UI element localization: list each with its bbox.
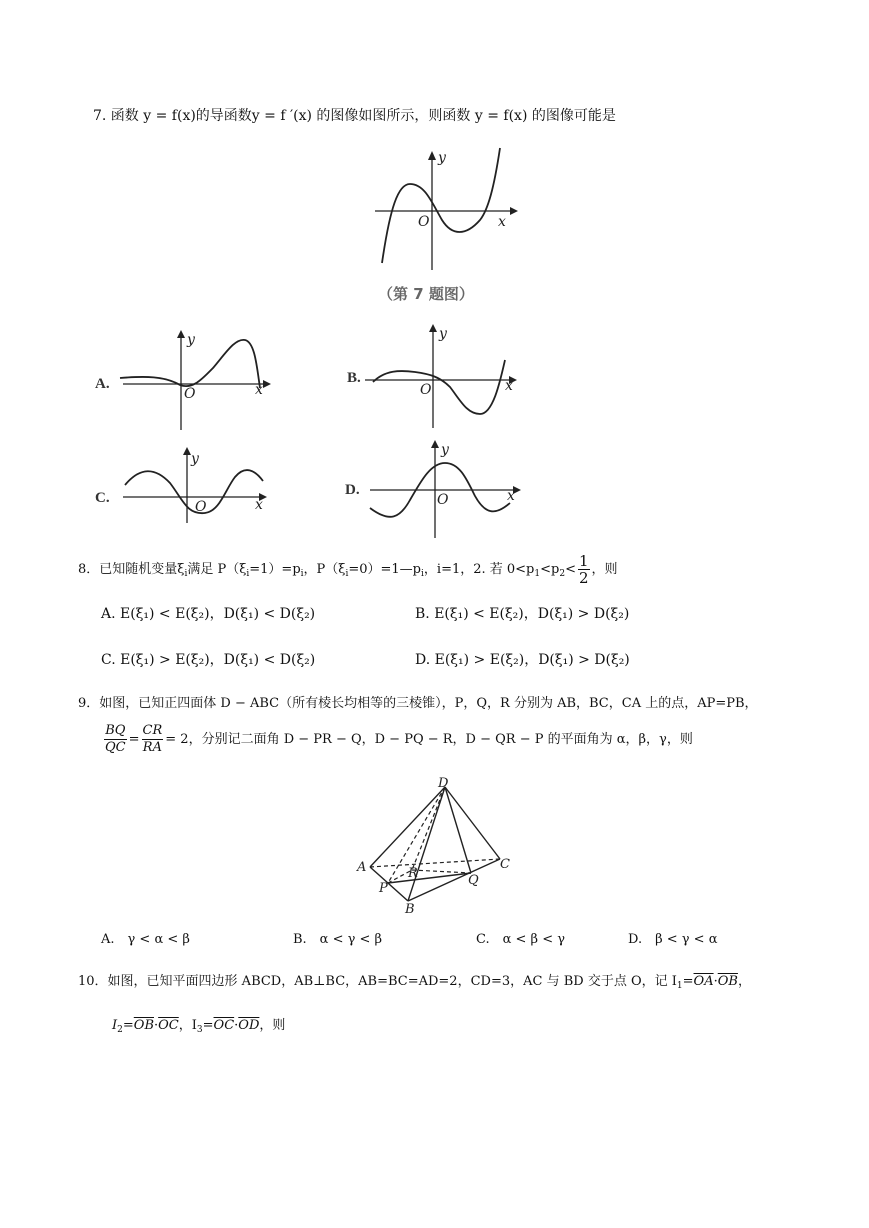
svg-text:x: x: [505, 378, 513, 394]
svg-text:O: O: [184, 386, 196, 402]
q7-origin: O: [418, 214, 430, 230]
q9-tetrahedron-figure: [350, 775, 520, 915]
q9-option-c[interactable]: C. α < β < γ: [476, 932, 565, 947]
q7-option-a-label: A.: [95, 376, 110, 392]
q7-main-graph: [370, 148, 520, 273]
svg-text:O: O: [195, 499, 207, 515]
q10-stem-line1: 10．如图，已知平面四边形 ABCD，AB⊥BC，AB=BC=AD=2，CD=3，AC 与 BD 交于点 O，记 $I_1=\overline{OA}\cdot\overline{OB}$，: [78, 974, 751, 991]
svg-text:y: y: [187, 332, 195, 348]
svg-text:P: P: [379, 881, 388, 896]
q9-option-a[interactable]: A. γ < α < β: [101, 932, 190, 947]
q9-option-b[interactable]: B. α < γ < β: [293, 932, 383, 947]
svg-text:y: y: [439, 326, 447, 342]
svg-text:C: C: [500, 857, 510, 872]
q8-option-d[interactable]: D. E(ξ₁) > E(ξ₂)，D(ξ₁) > D(ξ₂): [415, 652, 630, 668]
q8-option-b[interactable]: B. E(ξ₁) < E(ξ₂)，D(ξ₁) > D(ξ₂): [415, 606, 630, 622]
q7-option-d-label: D.: [345, 482, 360, 498]
svg-text:x: x: [255, 497, 263, 513]
svg-text:x: x: [507, 488, 515, 504]
q9-stem-line1: 9．如图，已知正四面体 D − ABC（所有棱长均相等的三棱锥），P，Q，R 分别为 AB，BC，CA 上的点，AP=PB，: [78, 696, 758, 711]
q7-caption: （第 7 题图）: [378, 285, 474, 303]
svg-text:x: x: [255, 382, 263, 398]
q7-axis-y: y: [438, 150, 446, 166]
q9-option-d[interactable]: D. β < γ < α: [628, 932, 718, 947]
q8-stem: 8．已知随机变量$\xi_i$满足 $P(\xi_i=1)=p_i$，$P(\xi_i=0)=1—p_i$，i=1，2. 若 $0<p_1<p_2<$ $\frac{1}{2}$ ，则: [78, 552, 618, 587]
q10-stem-line2: $I_2=\overline{OB}\cdot\overline{OC}$，$I_3=\overline{OC}\cdot\overline{OD}$，则: [112, 1018, 286, 1035]
svg-text:R: R: [408, 866, 418, 881]
q7-option-d-graph: [345, 438, 525, 540]
svg-text:O: O: [420, 382, 432, 398]
q7-axis-x: x: [498, 214, 506, 230]
svg-text:B: B: [405, 902, 415, 917]
q7-option-a-graph: [95, 328, 275, 433]
svg-text:y: y: [191, 451, 199, 467]
svg-text:Q: Q: [468, 873, 479, 888]
q9-stem-line2: $\frac{BQ}{QC}$ = $\frac{CR}{RA}$ = 2，分别记二面角 D − PR − Q，D − PQ − R，D − QR − P 的平面角为 α，β，γ，则: [105, 723, 693, 755]
q7-stem: 7. 函数 y = f(x)的导函数y = f ′(x) 的图像如图所示，则函数 y = f(x) 的图像可能是: [93, 108, 616, 124]
q8-option-c[interactable]: C. E(ξ₁) > E(ξ₂)，D(ξ₁) < D(ξ₂): [101, 652, 316, 668]
q7-option-c-graph: [95, 445, 275, 525]
svg-text:O: O: [437, 492, 449, 508]
q8-option-a[interactable]: A. E(ξ₁) < E(ξ₂)，D(ξ₁) < D(ξ₂): [101, 606, 316, 622]
q7-option-c-label: C.: [95, 490, 110, 506]
q7-option-b-graph: [345, 322, 525, 432]
svg-text:y: y: [441, 442, 449, 458]
svg-text:D: D: [438, 776, 449, 791]
q7-option-b-label: B.: [347, 370, 361, 386]
svg-text:A: A: [357, 860, 367, 875]
